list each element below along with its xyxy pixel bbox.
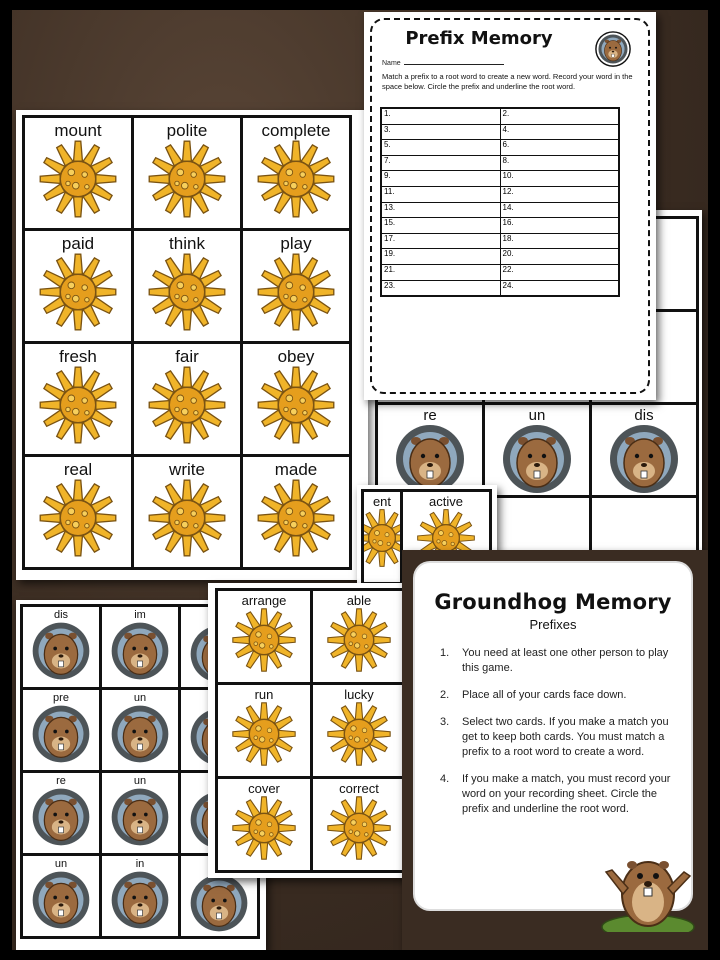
word-label: obey [277, 347, 315, 366]
prefix-label: un [528, 407, 546, 424]
recording-row [381, 171, 619, 187]
word-label: arrange [241, 593, 287, 608]
recording-row [381, 202, 619, 218]
groundhog-mascot-icon [598, 832, 698, 937]
recording-cell[interactable]: 12. [500, 186, 619, 202]
groundhog-icon [31, 870, 91, 930]
recording-row [381, 140, 619, 156]
instructions-card [402, 550, 708, 950]
word-card[interactable] [218, 779, 310, 870]
instructions-title: Groundhog Memory [434, 590, 672, 614]
word-card[interactable] [25, 457, 131, 567]
prefix-label: in [135, 858, 145, 870]
word-label: cover [248, 781, 280, 796]
prefix-label: im [134, 609, 146, 621]
sun-icon [256, 252, 336, 332]
word-label: write [169, 460, 205, 479]
prefix-card[interactable] [23, 773, 99, 853]
word-label: ent [372, 494, 392, 509]
groundhog-icon [497, 423, 577, 493]
recording-row [381, 155, 619, 171]
word-card[interactable] [25, 118, 131, 228]
sun-icon [256, 139, 336, 219]
groundhog-icon [110, 787, 170, 847]
word-card[interactable] [243, 457, 349, 567]
word-card[interactable] [313, 591, 405, 682]
sun-icon [231, 795, 297, 861]
word-card[interactable] [313, 779, 405, 870]
recording-cell[interactable]: 9. [381, 171, 500, 187]
sun-icon [231, 607, 297, 673]
recording-cell[interactable]: 24. [500, 280, 619, 296]
word-label: paid [61, 234, 95, 253]
prefix-label: un [54, 858, 68, 870]
instruction-step [440, 772, 680, 817]
recording-sheet-title: Prefix Memory [405, 28, 553, 49]
instruction-step [440, 646, 680, 676]
recording-table [380, 107, 620, 297]
step-number: 2. [440, 689, 450, 701]
groundhog-icon [31, 704, 91, 764]
prefix-label: re [423, 407, 437, 424]
word-card[interactable] [25, 344, 131, 454]
sun-icon [256, 478, 336, 558]
word-card[interactable] [313, 685, 405, 776]
groundhog-icon [110, 870, 170, 930]
word-card[interactable] [243, 118, 349, 228]
word-label: polite [166, 121, 208, 140]
word-card-grid [215, 588, 408, 873]
step-text: Select two cards. If you make a match you get to keep both cards. You must match a prefix to a root word to create a word. [462, 716, 669, 758]
word-label: able [346, 593, 372, 608]
word-label: real [63, 460, 93, 479]
prefix-card[interactable] [485, 405, 589, 495]
sun-icon [256, 365, 336, 445]
word-label: play [280, 234, 312, 253]
sun-icon [38, 139, 118, 219]
recording-cell[interactable]: 10. [500, 171, 619, 187]
recording-instructions: Match a prefix to a root word to create a new word. Record your word in the space below. Circle the prefix and underline the root word. [382, 72, 633, 91]
word-label: active [429, 494, 463, 509]
instruction-step [440, 688, 680, 703]
sun-icon [147, 252, 227, 332]
prefix-card[interactable] [102, 607, 178, 687]
instructions-subtitle: Prefixes [529, 617, 577, 632]
prefix-label: dis [634, 407, 654, 424]
word-card[interactable] [134, 231, 240, 341]
recording-cell[interactable]: 17. [381, 233, 500, 249]
prefix-label: un [133, 775, 147, 787]
name-line [404, 64, 504, 65]
word-card[interactable] [218, 591, 310, 682]
sun-icon [364, 508, 400, 568]
recording-cell[interactable]: 23. [381, 280, 500, 296]
groundhog-icon [390, 423, 470, 493]
recording-cell[interactable]: 8. [500, 155, 619, 171]
recording-cell[interactable]: 6. [500, 140, 619, 156]
recording-cell[interactable]: 15. [381, 218, 500, 234]
sun-icon [326, 607, 392, 673]
sun-icon [326, 701, 392, 767]
word-card[interactable] [134, 457, 240, 567]
sun-icon [38, 252, 118, 332]
word-card[interactable] [134, 344, 240, 454]
word-card[interactable] [218, 685, 310, 776]
recording-cell[interactable]: 2. [500, 108, 619, 124]
word-label: complete [261, 121, 331, 140]
recording-cell[interactable]: 5. [381, 140, 500, 156]
step-number: 1. [440, 647, 450, 659]
word-card-grid [22, 115, 352, 570]
prefix-card[interactable] [23, 607, 99, 687]
word-card-sheet-small [208, 583, 420, 878]
step-text: Place all of your cards face down. [462, 689, 627, 701]
recording-cell[interactable]: 18. [500, 233, 619, 249]
step-text: If you make a match, you must record your word on your recording sheet. Circle the prefix and underline the root word. [462, 773, 671, 815]
word-label: mount [54, 121, 102, 140]
prefix-card[interactable] [102, 773, 178, 853]
instructions-steps [440, 646, 680, 829]
groundhog-icon [110, 704, 170, 764]
name-field[interactable] [382, 60, 504, 67]
recording-cell[interactable]: 14. [500, 202, 619, 218]
word-card-sheet-main [16, 110, 368, 580]
recording-row [381, 108, 619, 124]
prefix-label: dis [53, 609, 69, 621]
recording-cell[interactable]: 13. [381, 202, 500, 218]
prefix-card[interactable] [102, 690, 178, 770]
recording-cell[interactable]: 11. [381, 186, 500, 202]
step-number: 4. [440, 773, 450, 785]
recording-row [381, 249, 619, 265]
prefix-label: re [56, 775, 66, 787]
wooden-background [12, 10, 708, 950]
word-label: lucky [344, 687, 374, 702]
sun-icon [147, 365, 227, 445]
prefix-card[interactable] [23, 690, 99, 770]
recording-cell[interactable]: 21. [381, 264, 500, 280]
sun-icon [326, 795, 392, 861]
word-card[interactable] [364, 492, 400, 582]
recording-row [381, 264, 619, 280]
recording-cell[interactable]: 16. [500, 218, 619, 234]
word-card[interactable] [134, 118, 240, 228]
word-label: run [254, 687, 274, 702]
recording-sheet [364, 12, 656, 400]
groundhog-icon [110, 621, 170, 681]
recording-row [381, 280, 619, 296]
word-label: made [274, 460, 318, 479]
recording-row [381, 124, 619, 140]
sun-icon [147, 478, 227, 558]
prefix-card[interactable] [23, 856, 99, 936]
groundhog-icon [31, 621, 91, 681]
recording-row [381, 186, 619, 202]
word-label: fresh [59, 347, 97, 366]
recording-cell[interactable]: 19. [381, 249, 500, 265]
word-label: think [169, 234, 205, 253]
word-card[interactable] [243, 231, 349, 341]
instruction-step [440, 715, 680, 760]
prefix-card[interactable] [102, 856, 178, 936]
step-text: You need at least one other person to play this game. [462, 647, 669, 674]
sun-icon [147, 139, 227, 219]
recording-cell[interactable]: 20. [500, 249, 619, 265]
word-card[interactable] [25, 231, 131, 341]
prefix-label: un [133, 692, 147, 704]
prefix-card[interactable] [592, 405, 696, 495]
word-label: correct [339, 781, 379, 796]
sun-icon [38, 478, 118, 558]
recording-cell[interactable]: 22. [500, 264, 619, 280]
word-label: fair [175, 347, 199, 366]
recording-cell[interactable]: 3. [381, 124, 500, 140]
recording-row [381, 233, 619, 249]
recording-row [381, 218, 619, 234]
groundhog-icon [31, 787, 91, 847]
groundhog-logo-icon [594, 30, 632, 73]
word-card[interactable] [243, 344, 349, 454]
recording-cell[interactable]: 7. [381, 155, 500, 171]
recording-cell[interactable]: 1. [381, 108, 500, 124]
groundhog-icon [189, 873, 249, 933]
prefix-card[interactable] [378, 405, 482, 495]
groundhog-icon [604, 423, 684, 493]
sun-icon [231, 701, 297, 767]
sun-icon [38, 365, 118, 445]
prefix-label: pre [53, 692, 69, 704]
step-number: 3. [440, 716, 450, 728]
name-label: Name [382, 60, 401, 67]
recording-cell[interactable]: 4. [500, 124, 619, 140]
